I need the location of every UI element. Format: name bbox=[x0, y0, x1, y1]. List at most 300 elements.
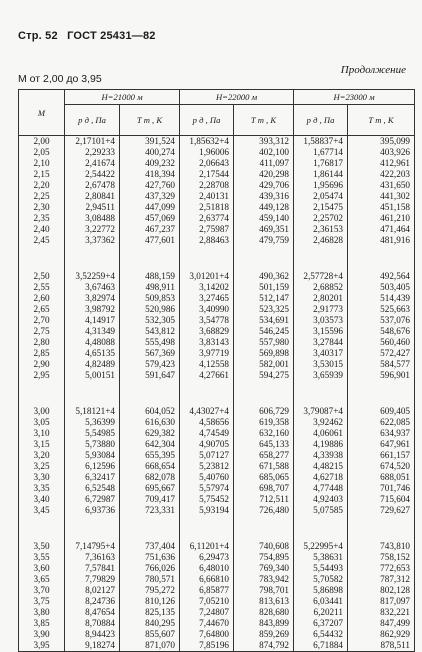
standard-code: ГОСТ 25431—82 bbox=[67, 30, 156, 42]
table-row bbox=[19, 213, 415, 224]
value-cell: 7,44670 bbox=[180, 618, 234, 629]
value-cell: 9,18274 bbox=[65, 640, 120, 652]
value-cell: 557,980 bbox=[234, 337, 294, 348]
value-cell: 594,275 bbox=[234, 370, 294, 381]
value-cell: 2,17101+4 bbox=[65, 136, 120, 148]
value-cell: 5,07585 bbox=[294, 505, 348, 516]
mach-cell: 2,65 bbox=[19, 304, 65, 315]
value-cell: 715,604 bbox=[348, 494, 415, 505]
value-cell: 523,325 bbox=[234, 304, 294, 315]
value-cell: 4,14917 bbox=[65, 315, 120, 326]
value-cell: 843,899 bbox=[234, 618, 294, 629]
value-cell: 685,065 bbox=[234, 472, 294, 483]
spacer-cell bbox=[348, 381, 415, 406]
spacer-cell bbox=[65, 516, 120, 541]
value-cell: 4,43027+4 bbox=[180, 406, 234, 417]
value-cell: 8,47654 bbox=[65, 607, 120, 618]
table-row bbox=[19, 629, 415, 640]
value-cell: 758,152 bbox=[348, 552, 415, 563]
value-cell: 2,29233 bbox=[65, 147, 120, 158]
mach-cell: 2,75 bbox=[19, 326, 65, 337]
value-cell: 471,464 bbox=[348, 224, 415, 235]
block-spacer bbox=[19, 516, 415, 541]
value-cell: 2,57728+4 bbox=[294, 271, 348, 282]
value-cell: 3,98792 bbox=[65, 304, 120, 315]
value-cell: 461,210 bbox=[348, 213, 415, 224]
value-cell: 4,82489 bbox=[65, 359, 120, 370]
value-cell: 2,68852 bbox=[294, 282, 348, 293]
table-row bbox=[19, 607, 415, 618]
mach-cell: 3,95 bbox=[19, 640, 65, 652]
spacer-cell bbox=[294, 381, 348, 406]
mach-cell: 3,00 bbox=[19, 406, 65, 417]
subheader: T т , К bbox=[120, 105, 180, 136]
mach-cell: 3,80 bbox=[19, 607, 65, 618]
value-cell: 3,54778 bbox=[180, 315, 234, 326]
value-cell: 2,63774 bbox=[180, 213, 234, 224]
value-cell: 420,298 bbox=[234, 169, 294, 180]
table-row bbox=[19, 326, 415, 337]
table-row bbox=[19, 315, 415, 326]
value-cell: 4,19886 bbox=[294, 439, 348, 450]
spacer-cell bbox=[120, 246, 180, 271]
value-cell: 4,48088 bbox=[65, 337, 120, 348]
page-header bbox=[18, 30, 162, 42]
value-cell: 1,96006 bbox=[180, 147, 234, 158]
mach-cell: 3,75 bbox=[19, 596, 65, 607]
value-cell: 606,729 bbox=[234, 406, 294, 417]
value-cell: 503,405 bbox=[348, 282, 415, 293]
spacer-cell bbox=[180, 381, 234, 406]
value-cell: 6,32417 bbox=[65, 472, 120, 483]
mach-cell: 2,10 bbox=[19, 158, 65, 169]
spacer-cell bbox=[65, 381, 120, 406]
value-cell: 1,76817 bbox=[294, 158, 348, 169]
value-cell: 2,06643 bbox=[180, 158, 234, 169]
mach-cell: 2,35 bbox=[19, 213, 65, 224]
table-row bbox=[19, 337, 415, 348]
value-cell: 431,650 bbox=[348, 180, 415, 191]
spacer-cell bbox=[120, 516, 180, 541]
spacer-cell bbox=[180, 246, 234, 271]
table-row bbox=[19, 202, 415, 213]
value-cell: 4,92403 bbox=[294, 494, 348, 505]
value-cell: 859,269 bbox=[234, 629, 294, 640]
value-cell: 7,64800 bbox=[180, 629, 234, 640]
value-cell: 3,14202 bbox=[180, 282, 234, 293]
value-cell: 798,701 bbox=[234, 585, 294, 596]
value-cell: 1,67714 bbox=[294, 147, 348, 158]
value-cell: 645,133 bbox=[234, 439, 294, 450]
value-cell: 427,760 bbox=[120, 180, 180, 191]
mach-cell: 2,00 bbox=[19, 136, 65, 148]
value-cell: 492,564 bbox=[348, 271, 415, 282]
value-cell: 2,80201 bbox=[294, 293, 348, 304]
value-cell: 726,480 bbox=[234, 505, 294, 516]
value-cell: 698,707 bbox=[234, 483, 294, 494]
value-cell: 5,75452 bbox=[180, 494, 234, 505]
value-cell: 596,901 bbox=[348, 370, 415, 381]
table-row bbox=[19, 348, 415, 359]
value-cell: 795,272 bbox=[120, 585, 180, 596]
value-cell: 661,157 bbox=[348, 450, 415, 461]
value-cell: 2,17544 bbox=[180, 169, 234, 180]
value-cell: 862,929 bbox=[348, 629, 415, 640]
spacer-cell bbox=[234, 516, 294, 541]
mach-cell: 3,35 bbox=[19, 483, 65, 494]
value-cell: 467,237 bbox=[120, 224, 180, 235]
table-row bbox=[19, 439, 415, 450]
value-cell: 488,159 bbox=[120, 271, 180, 282]
value-cell: 642,304 bbox=[120, 439, 180, 450]
mach-cell: 3,15 bbox=[19, 439, 65, 450]
mach-cell: 2,45 bbox=[19, 235, 65, 246]
value-cell: 569,898 bbox=[234, 348, 294, 359]
value-cell: 4,65135 bbox=[65, 348, 120, 359]
page-number: Стр. 52 bbox=[18, 30, 58, 42]
value-cell: 400,274 bbox=[120, 147, 180, 158]
value-cell: 449,128 bbox=[234, 202, 294, 213]
value-cell: 437,329 bbox=[120, 191, 180, 202]
mach-cell: 2,05 bbox=[19, 147, 65, 158]
value-cell: 3,83143 bbox=[180, 337, 234, 348]
spacer-cell bbox=[180, 516, 234, 541]
value-cell: 737,404 bbox=[120, 541, 180, 552]
table-row bbox=[19, 541, 415, 552]
value-cell: 629,382 bbox=[120, 428, 180, 439]
value-cell: 3,67463 bbox=[65, 282, 120, 293]
mach-cell: 3,25 bbox=[19, 461, 65, 472]
value-cell: 7,24807 bbox=[180, 607, 234, 618]
value-cell: 532,305 bbox=[120, 315, 180, 326]
value-cell: 2,46828 bbox=[294, 235, 348, 246]
value-cell: 1,86144 bbox=[294, 169, 348, 180]
table-row bbox=[19, 370, 415, 381]
value-cell: 5,36399 bbox=[65, 417, 120, 428]
mach-cell: 3,50 bbox=[19, 541, 65, 552]
mach-range-label: М от 2,00 до 3,95 bbox=[18, 73, 102, 85]
value-cell: 403,926 bbox=[348, 147, 415, 158]
mach-cell: 2,20 bbox=[19, 180, 65, 191]
value-cell: 7,36163 bbox=[65, 552, 120, 563]
value-cell: 5,54493 bbox=[294, 563, 348, 574]
value-cell: 2,54422 bbox=[65, 169, 120, 180]
mach-cell: 2,90 bbox=[19, 359, 65, 370]
subheader: р д , Па bbox=[294, 105, 348, 136]
value-cell: 4,90705 bbox=[180, 439, 234, 450]
mach-cell: 2,80 bbox=[19, 337, 65, 348]
value-cell: 6,11201+4 bbox=[180, 541, 234, 552]
value-cell: 5,57974 bbox=[180, 483, 234, 494]
value-cell: 874,792 bbox=[234, 640, 294, 652]
value-cell: 6,93736 bbox=[65, 505, 120, 516]
subheader: T т , К bbox=[348, 105, 415, 136]
value-cell: 6,20211 bbox=[294, 607, 348, 618]
value-cell: 4,12558 bbox=[180, 359, 234, 370]
value-cell: 832,221 bbox=[348, 607, 415, 618]
value-cell: 2,75987 bbox=[180, 224, 234, 235]
spacer-cell bbox=[294, 516, 348, 541]
value-cell: 6,72987 bbox=[65, 494, 120, 505]
value-cell: 8,94423 bbox=[65, 629, 120, 640]
value-cell: 855,607 bbox=[120, 629, 180, 640]
group-header: Н=23000 м bbox=[294, 90, 415, 105]
value-cell: 2,36153 bbox=[294, 224, 348, 235]
value-cell: 3,40990 bbox=[180, 304, 234, 315]
mach-cell: 2,60 bbox=[19, 293, 65, 304]
mach-cell: 3,70 bbox=[19, 585, 65, 596]
value-cell: 7,05210 bbox=[180, 596, 234, 607]
group-header: Н=22000 м bbox=[180, 90, 294, 105]
mach-cell: 2,70 bbox=[19, 315, 65, 326]
value-cell: 740,608 bbox=[234, 541, 294, 552]
value-cell: 2,80841 bbox=[65, 191, 120, 202]
value-cell: 3,92462 bbox=[294, 417, 348, 428]
table-row bbox=[19, 552, 415, 563]
value-cell: 8,02127 bbox=[65, 585, 120, 596]
value-cell: 817,097 bbox=[348, 596, 415, 607]
value-cell: 688,051 bbox=[348, 472, 415, 483]
value-cell: 572,427 bbox=[348, 348, 415, 359]
value-cell: 616,630 bbox=[120, 417, 180, 428]
value-cell: 6,52548 bbox=[65, 483, 120, 494]
mach-cell: 2,25 bbox=[19, 191, 65, 202]
value-cell: 754,895 bbox=[234, 552, 294, 563]
table-row bbox=[19, 406, 415, 417]
value-cell: 847,499 bbox=[348, 618, 415, 629]
value-cell: 418,394 bbox=[120, 169, 180, 180]
value-cell: 4,06061 bbox=[294, 428, 348, 439]
value-cell: 5,18121+4 bbox=[65, 406, 120, 417]
value-cell: 584,577 bbox=[348, 359, 415, 370]
value-cell: 412,961 bbox=[348, 158, 415, 169]
mach-cell: 3,40 bbox=[19, 494, 65, 505]
value-cell: 2,41674 bbox=[65, 158, 120, 169]
value-cell: 591,647 bbox=[120, 370, 180, 381]
mach-cell: 3,60 bbox=[19, 563, 65, 574]
table-row bbox=[19, 417, 415, 428]
value-cell: 481,916 bbox=[348, 235, 415, 246]
value-cell: 4,48215 bbox=[294, 461, 348, 472]
value-cell: 766,026 bbox=[120, 563, 180, 574]
value-cell: 4,77448 bbox=[294, 483, 348, 494]
value-cell: 2,25702 bbox=[294, 213, 348, 224]
value-cell: 409,232 bbox=[120, 158, 180, 169]
value-cell: 3,68829 bbox=[180, 326, 234, 337]
mach-cell: 2,95 bbox=[19, 370, 65, 381]
value-cell: 2,40131 bbox=[180, 191, 234, 202]
value-cell: 668,654 bbox=[120, 461, 180, 472]
value-cell: 802,128 bbox=[348, 585, 415, 596]
value-cell: 8,24736 bbox=[65, 596, 120, 607]
value-cell: 439,316 bbox=[234, 191, 294, 202]
value-cell: 548,676 bbox=[348, 326, 415, 337]
value-cell: 525,663 bbox=[348, 304, 415, 315]
mach-cell: 3,55 bbox=[19, 552, 65, 563]
value-cell: 7,14795+4 bbox=[65, 541, 120, 552]
value-cell: 543,812 bbox=[120, 326, 180, 337]
value-cell: 3,65939 bbox=[294, 370, 348, 381]
value-cell: 840,295 bbox=[120, 618, 180, 629]
table-row bbox=[19, 472, 415, 483]
mach-cell: 2,30 bbox=[19, 202, 65, 213]
atmosphere-table bbox=[18, 89, 415, 652]
mach-cell: 3,90 bbox=[19, 629, 65, 640]
value-cell: 3,15596 bbox=[294, 326, 348, 337]
table-row bbox=[19, 282, 415, 293]
mach-cell: 3,10 bbox=[19, 428, 65, 439]
mach-cell: 3,65 bbox=[19, 574, 65, 585]
value-cell: 3,79087+4 bbox=[294, 406, 348, 417]
value-cell: 682,078 bbox=[120, 472, 180, 483]
value-cell: 5,86898 bbox=[294, 585, 348, 596]
value-cell: 3,03573 bbox=[294, 315, 348, 326]
value-cell: 6,48010 bbox=[180, 563, 234, 574]
value-cell: 723,331 bbox=[120, 505, 180, 516]
value-cell: 3,40317 bbox=[294, 348, 348, 359]
value-cell: 3,27465 bbox=[180, 293, 234, 304]
spacer-cell bbox=[294, 246, 348, 271]
value-cell: 7,79829 bbox=[65, 574, 120, 585]
value-cell: 674,520 bbox=[348, 461, 415, 472]
value-cell: 579,423 bbox=[120, 359, 180, 370]
value-cell: 783,942 bbox=[234, 574, 294, 585]
value-cell: 6,54432 bbox=[294, 629, 348, 640]
table-row bbox=[19, 461, 415, 472]
value-cell: 2,91773 bbox=[294, 304, 348, 315]
value-cell: 4,31349 bbox=[65, 326, 120, 337]
value-cell: 1,58837+4 bbox=[294, 136, 348, 148]
value-cell: 622,085 bbox=[348, 417, 415, 428]
value-cell: 501,159 bbox=[234, 282, 294, 293]
value-cell: 6,29473 bbox=[180, 552, 234, 563]
value-cell: 520,986 bbox=[120, 304, 180, 315]
value-cell: 7,85196 bbox=[180, 640, 234, 652]
subheader: р д , Па bbox=[180, 105, 234, 136]
value-cell: 422,203 bbox=[348, 169, 415, 180]
table-row bbox=[19, 304, 415, 315]
value-cell: 878,511 bbox=[348, 640, 415, 652]
value-cell: 701,746 bbox=[348, 483, 415, 494]
value-cell: 4,58656 bbox=[180, 417, 234, 428]
value-cell: 655,395 bbox=[120, 450, 180, 461]
value-cell: 441,302 bbox=[348, 191, 415, 202]
table-body bbox=[19, 136, 415, 652]
value-cell: 5,93084 bbox=[65, 450, 120, 461]
table-row bbox=[19, 585, 415, 596]
value-cell: 5,70582 bbox=[294, 574, 348, 585]
group-header: Н=21000 м bbox=[65, 90, 180, 105]
value-cell: 402,100 bbox=[234, 147, 294, 158]
mach-cell: 2,40 bbox=[19, 224, 65, 235]
value-cell: 769,340 bbox=[234, 563, 294, 574]
spacer-cell bbox=[120, 381, 180, 406]
value-cell: 5,40760 bbox=[180, 472, 234, 483]
value-cell: 5,93194 bbox=[180, 505, 234, 516]
value-cell: 459,140 bbox=[234, 213, 294, 224]
table-row bbox=[19, 191, 415, 202]
value-cell: 5,23812 bbox=[180, 461, 234, 472]
mach-cell: 3,05 bbox=[19, 417, 65, 428]
value-cell: 743,810 bbox=[348, 541, 415, 552]
table-row bbox=[19, 428, 415, 439]
table-row bbox=[19, 640, 415, 652]
value-cell: 709,417 bbox=[120, 494, 180, 505]
value-cell: 3,22772 bbox=[65, 224, 120, 235]
value-cell: 451,158 bbox=[348, 202, 415, 213]
value-cell: 828,680 bbox=[234, 607, 294, 618]
table-row bbox=[19, 563, 415, 574]
value-cell: 1,95696 bbox=[294, 180, 348, 191]
value-cell: 534,691 bbox=[234, 315, 294, 326]
value-cell: 658,277 bbox=[234, 450, 294, 461]
mach-cell: 2,50 bbox=[19, 271, 65, 282]
value-cell: 5,00151 bbox=[65, 370, 120, 381]
value-cell: 787,312 bbox=[348, 574, 415, 585]
continuation-label: Продолжение bbox=[340, 64, 406, 76]
table-row bbox=[19, 596, 415, 607]
table-row bbox=[19, 359, 415, 370]
value-cell: 4,74549 bbox=[180, 428, 234, 439]
value-cell: 411,097 bbox=[234, 158, 294, 169]
value-cell: 2,28708 bbox=[180, 180, 234, 191]
value-cell: 479,759 bbox=[234, 235, 294, 246]
value-cell: 5,73880 bbox=[65, 439, 120, 450]
table-row bbox=[19, 169, 415, 180]
value-cell: 4,33938 bbox=[294, 450, 348, 461]
value-cell: 457,069 bbox=[120, 213, 180, 224]
table-row bbox=[19, 505, 415, 516]
value-cell: 509,853 bbox=[120, 293, 180, 304]
table-row bbox=[19, 271, 415, 282]
value-cell: 555,498 bbox=[120, 337, 180, 348]
value-cell: 671,588 bbox=[234, 461, 294, 472]
value-cell: 6,03441 bbox=[294, 596, 348, 607]
value-cell: 391,524 bbox=[120, 136, 180, 148]
value-cell: 537,076 bbox=[348, 315, 415, 326]
block-spacer bbox=[19, 246, 415, 271]
value-cell: 813,613 bbox=[234, 596, 294, 607]
value-cell: 514,439 bbox=[348, 293, 415, 304]
value-cell: 5,38631 bbox=[294, 552, 348, 563]
mach-cell: 2,15 bbox=[19, 169, 65, 180]
table-row bbox=[19, 235, 415, 246]
value-cell: 825,135 bbox=[120, 607, 180, 618]
table-row bbox=[19, 494, 415, 505]
value-cell: 2,51818 bbox=[180, 202, 234, 213]
value-cell: 712,511 bbox=[234, 494, 294, 505]
value-cell: 490,362 bbox=[234, 271, 294, 282]
value-cell: 2,94511 bbox=[65, 202, 120, 213]
value-cell: 5,22995+4 bbox=[294, 541, 348, 552]
value-cell: 3,08488 bbox=[65, 213, 120, 224]
value-cell: 609,405 bbox=[348, 406, 415, 417]
value-cell: 604,052 bbox=[120, 406, 180, 417]
col-header-m: М bbox=[19, 90, 65, 136]
value-cell: 871,070 bbox=[120, 640, 180, 652]
value-cell: 810,126 bbox=[120, 596, 180, 607]
value-cell: 393,312 bbox=[234, 136, 294, 148]
value-cell: 582,001 bbox=[234, 359, 294, 370]
value-cell: 5,07127 bbox=[180, 450, 234, 461]
value-cell: 3,97719 bbox=[180, 348, 234, 359]
value-cell: 634,937 bbox=[348, 428, 415, 439]
table-row bbox=[19, 136, 415, 148]
mach-cell: 2,55 bbox=[19, 282, 65, 293]
value-cell: 4,62718 bbox=[294, 472, 348, 483]
value-cell: 477,601 bbox=[120, 235, 180, 246]
value-cell: 3,27844 bbox=[294, 337, 348, 348]
